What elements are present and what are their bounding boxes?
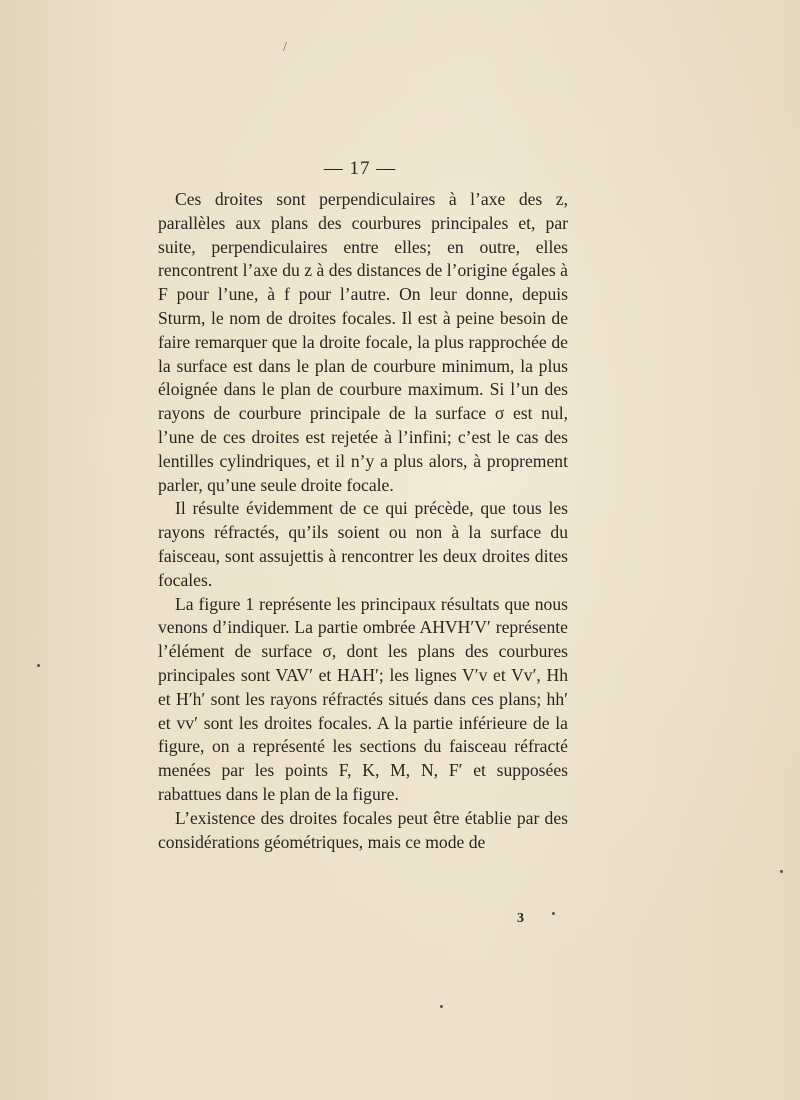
paragraph-existence: L’existence des droites focales peut être établie par des considérations géométriques, mais ce mode de xyxy=(158,807,568,852)
paragraph-droites-focales: Ces droites sont perpendiculaires à l’axe des z, parallèles aux plans des courbures principales et, par suite, perpendiculaires entre elles; en outre, elles rencontrent l’axe du z à des distances de l’origine égales à F pour l’une, à f pour l’autre. On leur donne, depuis Sturm, le nom de droites focales. Il est à peine besoin de faire remarquer que la droite focale, la plus rapprochée de la surface est dans le plan de courbure minimum, la plus éloignée dans le plan de courbure maximum. Si l’un des rayons de courbure principale de la surface σ est nul, l’une de ces droites est rejetée à l’infini; c’est le cas des lentilles cylindriques, et il n’y a plus alors, à proprement parler, qu’une seule droite focale. xyxy=(158,189,568,495)
stray-pen-mark: / xyxy=(283,40,287,55)
page-number: — 17 — xyxy=(323,158,397,179)
ink-speck xyxy=(780,870,783,873)
ink-speck xyxy=(440,1005,443,1008)
ink-speck xyxy=(37,664,40,667)
ink-speck xyxy=(552,912,555,915)
body-text xyxy=(158,188,568,854)
paragraph-rayons-refractes: Il résulte évidemment de ce qui précède, que tous les rayons réfractés, qu’ils soient ou non à la surface du faisceau, sont assujettis à rencontrer les deux droites dites focales. xyxy=(158,498,568,590)
paragraph-figure-description: La figure 1 représente les principaux résultats que nous venons d’indiquer. La partie ombrée AHVH′V′ représente l’élément de surface σ, dont les plans des courbures principales sont VAV′ et HAH′; les lignes V′v et Vv′, Hh et H′h′ sont les rayons réfractés situés dans ces plans; hh′ et vv′ sont les droites focales. A la partie inférieure de la figure, on a représenté les sections du faisceau réfracté menées par les points F, K, M, N, F′ et supposées rabattues dans le plan de la figure. xyxy=(158,593,568,804)
signature-mark: 3 xyxy=(517,911,524,926)
